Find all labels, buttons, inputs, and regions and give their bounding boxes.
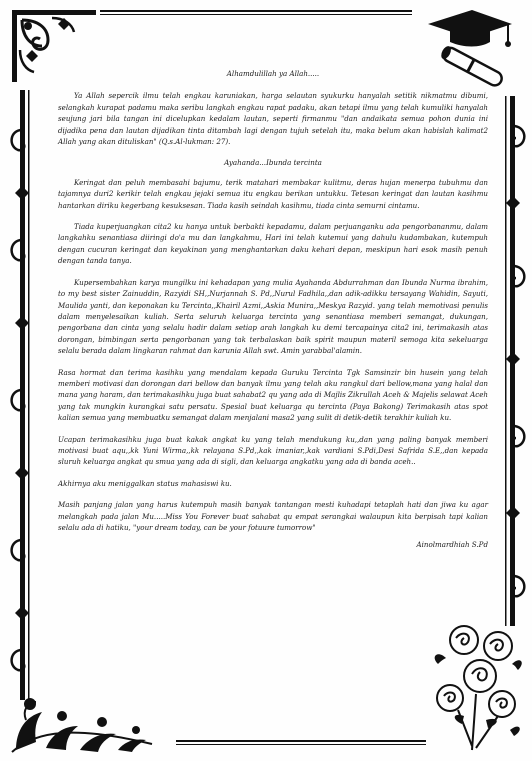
dedication-letter xyxy=(58,68,488,557)
paragraph-friends: Ucapan terimakasihku juga buat kakak angkat ku yang telah mendukung ku,,dan yang paling banyak memberi motivasi buat aqu,,kk Yuni Wirma,,kk relayana S.Pd,,kak imaniar,,kak vardiani S.Pdi,Desi Safrida S.E,,dan kepada sluruh keluarga angkat qu smua yang ada di sigli, dan keluarga angkatku yang ada di banda aceh.. xyxy=(58,434,488,467)
paragraph-closing: Masih panjang jalan yang harus kutempuh masih banyak tantangan mesti kuhadapi tetaplah hati dan jiwa ku agar melangkah pada jalan Mu.....Miss You Forever buat sahabat qu empat serangkai walaupun kita berpisah tapi kalian selalu ada di hatiku, "your dream today, can be your fotuure tumorrow" xyxy=(58,500,488,532)
paragraph-family: Kupersembahkan karya mungilku ini kehadapan yang mulia Ayahanda Abdurrahman dan Ibunda Nurma ibrahim, to my best sister Zainuddin, Razyidi SH,,Nurjannah S. Pd,,Nurul Fadhila,,dan adik-adikku tersayang Wahidin, Sayuti, Maulida yanti, dan keponakan ku Tercinta,,Khairil Azmi,,Askia Munira,,Meskya Razyid. yang telah memotivasi penulis dalam menyelesaikan kuliah. Serta seluruh keluarga tercinta yang senantiasa memberi semangat, dukungan, pengorbana dan cinta yang selalu hadir dalam setiap arah langkah ku demi tercapainya cita2 ini, terimakasih atas dorongan, bimbingan serta pengorbanan yang tak terbalaskan baik spirit maupun materil semoga kita sekeluarga selalu berada dalam lingkaran rahmat dan karunia Allah swt. Amin yarabbal'alamin. xyxy=(58,277,488,356)
graduation-cap-icon xyxy=(424,8,514,48)
paragraph-status: Akhirnya aku meniggalkan status mahasiswi ku. xyxy=(58,478,232,488)
paragraph-teacher: Rasa hormat dan terima kasihku yang mendalam kepada Guruku Tercinta Tgk Samsinzir bin husein yang telah memberi motivasi dan dorongan dari bellow dan banyak ilmu yang telah aku rangkul dari bellow,mana yang halal dan mana yang haram, dan terimakasihku juga buat sahabat2 qu yang ada di Majlis Zikrullah Aceh & Majelis selawat Aceh yang tak mungkin kurangkai satu persatu. Spesial buat keluarga qu tercinta (Paya Bakong) Terimakasih atas spot kalian semua yang membuatku semangat dalam menjalani masa2 yang sulit di detik-detik terakhir kuliah ku. xyxy=(58,367,488,423)
paragraph-ambition: Tiada kuperjuangkan cita2 ku hanya untuk berbakti kepadamu, dalam perjuanganku ada pengorbananmu, dalam langkahku senantiasa diiringi do'a mu dan langkahmu, Hari ini telah kutemui yang dahulu kudambakan, kutempuh dengan cucuran keringat dan keyakinan yang menghantarkan daku kehari depan, meskipun hari esok masih penuh dengan tanda tanya. xyxy=(58,222,488,266)
top-border-rule xyxy=(100,10,412,12)
signature: Ainolmardhiah S.Pd xyxy=(416,540,488,550)
bottom-border-rule xyxy=(176,740,426,742)
paragraph-parents: Keringat dan peluh membasahi bajumu, terik matahari membakar kulitmu, deras hujan menerpa tubuhmu dan tajamnya duri2 kerikir telah engkau jejaki semua itu engkau berikan untukku. Tetesan keringat dan lautan kasihmu hantarkan diriku kegerbang kesuksesan. Tiada kasih seindah kasihmu, tiada cinta semurni cintamu. xyxy=(58,177,488,210)
parents-heading: Ayahanda...Ibunda tercinta xyxy=(224,158,322,168)
side-scroll-ornament xyxy=(6,90,40,700)
rose-bouquet-icon xyxy=(428,620,528,756)
top-border-rule-thin xyxy=(100,14,412,15)
side-scroll-ornament-right xyxy=(496,96,530,626)
bottom-floral-ornament xyxy=(6,690,156,756)
bottom-border-rule-thin xyxy=(176,744,426,745)
paragraph-prayer: Ya Allah sepercik ilmu telah engkau karuniakan, harga selautan syukurku hanyalah setitik nikmatmu dibumi, selangkah kurapat padamu maka seribu langkah engkau rapat padaku, akan tetapi ilmu yang telah kumuliki hanyalah seujung jari bila tangan ini dicelupkan kedalam lautan, seperti firmanmu "dan andaikata semua pohon dunia ini dijadika pena dan lautan dijadikan tinta ditambah lagi dengan tujuh setelah itu, maka belum akan habislah kalimat2 Allah yang akan dituliskan" (Q.s.Al-lukman: 27). xyxy=(58,91,488,147)
opening-line: Alhamdulillah ya Allah..... xyxy=(226,69,320,78)
